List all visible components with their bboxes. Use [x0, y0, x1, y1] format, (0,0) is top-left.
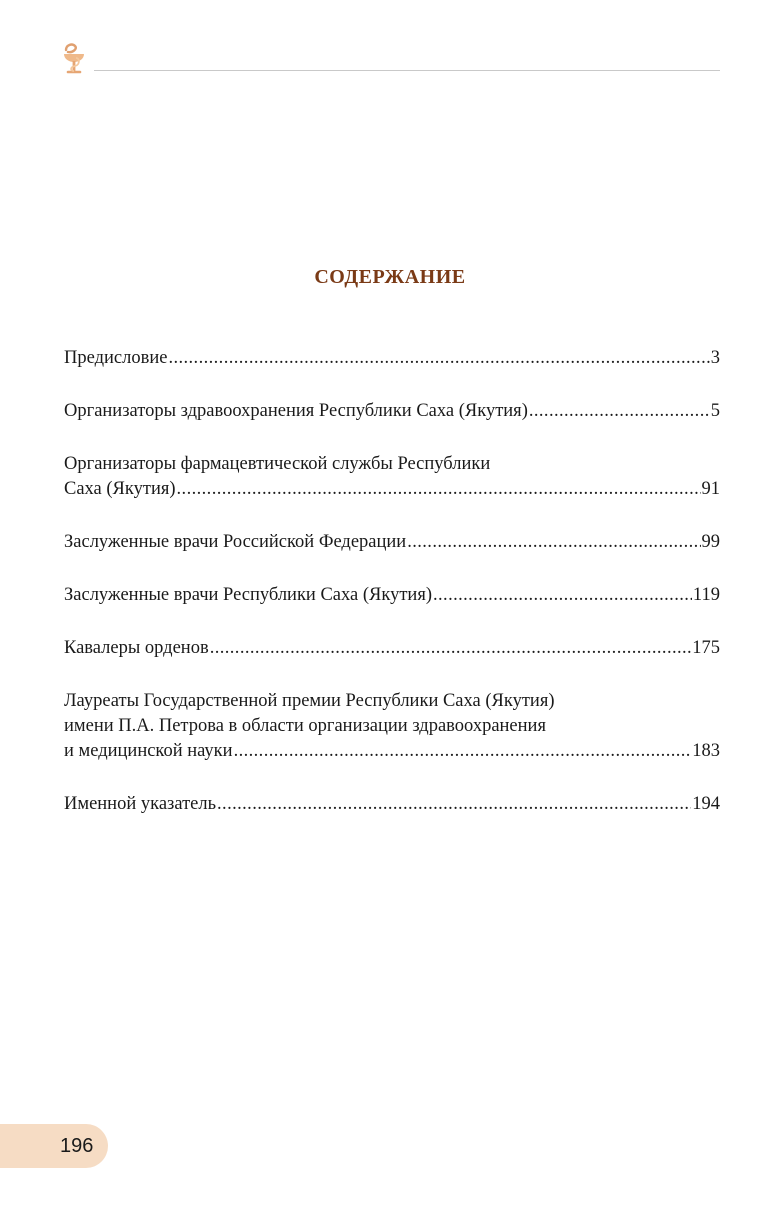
toc-entry[interactable] [64, 583, 720, 608]
toc-entry[interactable] [64, 689, 720, 764]
toc-entry-page: 119 [692, 585, 720, 605]
dot-leader [210, 636, 692, 661]
toc-entry-title: Заслуженные врачи Российской Федерации [64, 532, 407, 552]
dot-leader [407, 530, 700, 555]
toc-entry-title: Заслуженные врачи Республики Саха (Якутия) [64, 585, 432, 605]
toc-entry[interactable] [64, 346, 720, 371]
dot-leader [177, 477, 701, 502]
toc-entry-title: и медицинской науки [64, 741, 233, 761]
table-of-contents [64, 346, 720, 817]
toc-entry-page: 91 [701, 479, 720, 499]
logo [58, 40, 90, 76]
toc-entry-page: 3 [710, 348, 720, 368]
dot-leader [529, 399, 710, 424]
toc-entry-page: 183 [692, 741, 720, 761]
toc-entry-title-line: имени П.А. Петрова в области организации здравоохранения [64, 716, 546, 736]
toc-entry-title: Предисловие [64, 348, 168, 368]
toc-entry-page: 5 [710, 401, 720, 421]
toc-entry[interactable] [64, 792, 720, 817]
toc-entry[interactable] [64, 452, 720, 502]
toc-entry-title: Именной указатель [64, 794, 217, 814]
header-rule [94, 70, 720, 71]
toc-entry-title-line: Организаторы фармацевтической службы Республики [64, 454, 491, 474]
toc-entry[interactable] [64, 530, 720, 555]
toc-entry-page: 175 [692, 638, 720, 658]
page-number: 196 [60, 1135, 94, 1157]
dot-leader [234, 739, 692, 764]
toc-entry-title-line: Лауреаты Государственной премии Республики Саха (Якутия) [64, 691, 555, 711]
dot-leader [168, 346, 709, 371]
bowl-of-hygieia-icon [58, 40, 90, 76]
toc-entry-page: 99 [701, 532, 720, 552]
dot-leader [217, 792, 691, 817]
toc-entry[interactable] [64, 636, 720, 661]
toc-entry-page: 194 [692, 794, 720, 814]
toc-entry[interactable] [64, 399, 720, 424]
dot-leader [433, 583, 692, 608]
toc-entry-title: Саха (Якутия) [64, 479, 176, 499]
page-title: СОДЕРЖАНИЕ [314, 266, 466, 288]
toc-entry-title: Кавалеры орденов [64, 638, 209, 658]
toc-entry-title: Организаторы здравоохранения Республики Саха (Якутия) [64, 401, 528, 421]
